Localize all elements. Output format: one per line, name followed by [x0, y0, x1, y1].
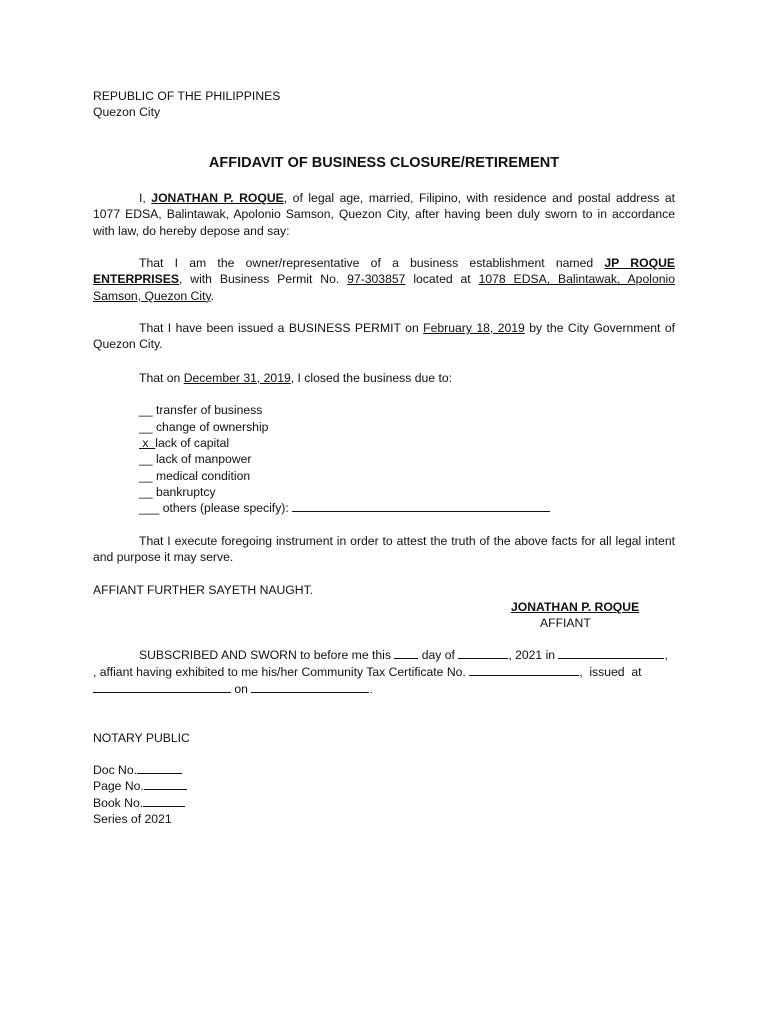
reason-mark: ___ — [139, 501, 163, 515]
permit-date: February 18, 2019 — [423, 321, 525, 335]
reason-item — [139, 419, 268, 435]
closure-date: December 31, 2019 — [183, 371, 291, 385]
document-title: AFFIDAVIT OF BUSINESS CLOSURE/RETIREMENT — [208, 155, 560, 171]
reason-item — [139, 451, 251, 467]
reason-mark: x — [139, 436, 156, 450]
country-line: REPUBLIC OF THE PHILIPPINES — [93, 89, 281, 103]
jurat-paragraph: SUBSCRIBED AND SWORN to before me this day of , 2021 in , , affiant having exhibited to me his/her Community Tax Certificate No. , issued at on . — [93, 648, 668, 696]
reason-item — [139, 435, 229, 451]
notary-public-label: NOTARY PUBLIC — [93, 731, 190, 745]
notary-block — [93, 762, 675, 828]
ctc-number-line — [469, 664, 579, 676]
intro-paragraph: I, JONATHAN P. ROQUE, of legal age, married, Filipino, with residence and postal address at 1077 EDSA, Balintawak, Apolonio Samson, Quezon City, after having been duly sworn to in accordance with law, do hereby depose and say: — [93, 191, 675, 238]
reason-label: lack of capital — [155, 436, 230, 450]
business-name: JP ROQUE ENTERPRISES — [93, 256, 675, 287]
reason-mark: __ — [139, 485, 156, 499]
ownership-paragraph: That I am the owner/representative of a business establishment named JP ROQUE ENTERPRISES, with Business Permit No. 97-303857 located at 1078 EDSA, Balintawak, Apolonio Samson, Quezon City. — [93, 256, 675, 303]
business-address: 1078 EDSA, Balintawak, Apolonio Samson, Quezon City — [93, 272, 675, 303]
reason-item — [139, 402, 262, 418]
month-line — [458, 647, 508, 659]
issued-at-line — [93, 681, 231, 693]
day-line — [394, 647, 418, 659]
specify-line — [292, 500, 550, 512]
signature-role: AFFIANT — [540, 616, 591, 630]
series-line: Series of 2021 — [93, 812, 172, 827]
purpose-paragraph: That I execute foregoing instrument in order to attest the truth of the above facts for all legal intent and purpose it may serve. — [93, 534, 675, 565]
permit-paragraph: That I have been issued a BUSINESS PERMIT on February 18, 2019 by the City Government of Quezon City. — [93, 321, 675, 352]
place-line — [558, 647, 664, 659]
reason-mark: __ — [139, 420, 156, 434]
issued-on-line — [251, 681, 369, 693]
document-header — [93, 88, 675, 121]
reason-label: bankruptcy — [155, 485, 216, 499]
permit-number: 97-303857 — [347, 272, 406, 287]
reason-label: medical condition — [155, 469, 251, 483]
page-number: Page No. — [93, 778, 675, 794]
further-sayeth: AFFIANT FURTHER SAYETH NAUGHT. — [93, 583, 314, 597]
closure-paragraph: That on December 31, 2019, I closed the business due to: — [139, 371, 453, 385]
reason-item — [139, 468, 250, 484]
book-number: Book No. — [93, 795, 675, 811]
reason-item — [139, 500, 550, 516]
reason-label: change of ownership — [155, 420, 269, 434]
reason-item — [139, 484, 216, 500]
reason-mark: __ — [139, 403, 156, 417]
city-line: Quezon City — [93, 105, 161, 120]
doc-number: Doc No. — [93, 762, 675, 778]
affiant-name: JONATHAN P. ROQUE — [151, 191, 284, 205]
reason-mark: __ — [139, 452, 156, 466]
reason-label: others (please specify): — [162, 501, 293, 515]
signature-name: JONATHAN P. ROQUE — [511, 600, 640, 614]
reason-label: transfer of business — [155, 403, 263, 417]
reason-label: lack of manpower — [155, 452, 252, 466]
reason-mark: __ — [139, 469, 156, 483]
